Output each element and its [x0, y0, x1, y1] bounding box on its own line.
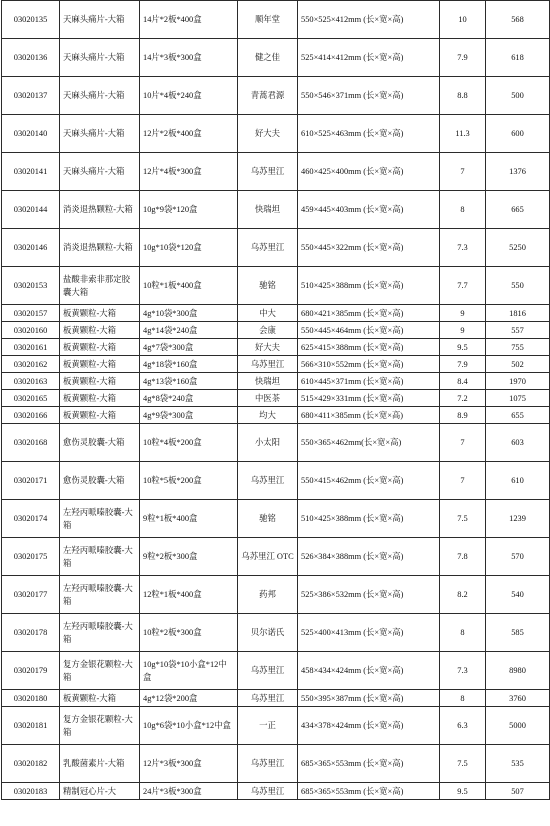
cell-product-code: 03020179 — [2, 652, 60, 690]
cell-manufacturer: 均大 — [238, 407, 298, 424]
cell-quantity: 550 — [486, 267, 550, 305]
cell-product-code: 03020153 — [2, 267, 60, 305]
cell-carton-size: 566×310×552mm (长×宽×高) — [298, 356, 440, 373]
cell-package-spec: 4g*7袋*300盒 — [140, 339, 238, 356]
cell-manufacturer: 小太阳 — [238, 424, 298, 462]
cell-package-spec: 4g*14袋*240盒 — [140, 322, 238, 339]
cell-product-name: 盐酸非索非那定胶囊大箱 — [60, 267, 140, 305]
cell-weight: 7 — [440, 462, 486, 500]
cell-weight: 9 — [440, 305, 486, 322]
cell-package-spec: 4g*10袋*300盒 — [140, 305, 238, 322]
cell-carton-size: 526×384×388mm (长×宽×高) — [298, 538, 440, 576]
cell-product-name: 天麻头痛片-大箱 — [60, 115, 140, 153]
cell-carton-size: 458×434×424mm (长×宽×高) — [298, 652, 440, 690]
cell-product-name: 消炎退热颗粒-大箱 — [60, 191, 140, 229]
cell-product-name: 板黄颗粒-大箱 — [60, 373, 140, 390]
cell-weight: 7.3 — [440, 652, 486, 690]
table-row — [2, 707, 550, 745]
table-row — [2, 424, 550, 462]
cell-product-code: 03020177 — [2, 576, 60, 614]
table-row — [2, 690, 550, 707]
cell-weight: 8.2 — [440, 576, 486, 614]
cell-manufacturer: 好大夫 — [238, 115, 298, 153]
cell-manufacturer: 贝尔诺氏 — [238, 614, 298, 652]
cell-quantity: 1376 — [486, 153, 550, 191]
table-row — [2, 614, 550, 652]
table-row — [2, 462, 550, 500]
cell-quantity: 5250 — [486, 229, 550, 267]
cell-package-spec: 10粒*5板*200盒 — [140, 462, 238, 500]
cell-product-name: 天麻头痛片-大箱 — [60, 39, 140, 77]
product-table — [1, 0, 550, 800]
cell-product-name: 天麻头痛片-大箱 — [60, 153, 140, 191]
cell-quantity: 655 — [486, 407, 550, 424]
cell-weight: 7.7 — [440, 267, 486, 305]
cell-carton-size: 610×445×371mm (长×宽×高) — [298, 373, 440, 390]
table-row — [2, 77, 550, 115]
cell-quantity: 500 — [486, 77, 550, 115]
cell-weight: 11.3 — [440, 115, 486, 153]
cell-quantity: 568 — [486, 1, 550, 39]
cell-carton-size: 434×378×424mm (长×宽×高) — [298, 707, 440, 745]
cell-package-spec: 10g*10袋*10小盒*12中盒 — [140, 652, 238, 690]
cell-package-spec: 10粒*2板*300盒 — [140, 614, 238, 652]
cell-product-code: 03020157 — [2, 305, 60, 322]
cell-carton-size: 550×546×371mm (长×宽×高) — [298, 77, 440, 115]
cell-weight: 7.2 — [440, 390, 486, 407]
cell-weight: 8 — [440, 614, 486, 652]
cell-package-spec: 9粒*1板*400盒 — [140, 500, 238, 538]
cell-quantity: 610 — [486, 462, 550, 500]
cell-product-code: 03020182 — [2, 745, 60, 783]
cell-weight: 7 — [440, 424, 486, 462]
cell-product-name: 复方金银花颗粒-大箱 — [60, 707, 140, 745]
cell-carton-size: 685×365×553mm (长×宽×高) — [298, 783, 440, 800]
cell-manufacturer: 乌苏里江 — [238, 153, 298, 191]
cell-carton-size: 525×414×412mm (长×宽×高) — [298, 39, 440, 77]
table-row — [2, 267, 550, 305]
cell-package-spec: 12片*4板*300盒 — [140, 153, 238, 191]
cell-product-name: 左羟丙哌嗪胶囊-大箱 — [60, 614, 140, 652]
cell-manufacturer: 会康 — [238, 322, 298, 339]
cell-carton-size: 525×386×532mm (长×宽×高) — [298, 576, 440, 614]
cell-package-spec: 14片*3板*300盒 — [140, 39, 238, 77]
table-row — [2, 356, 550, 373]
cell-product-code: 03020165 — [2, 390, 60, 407]
cell-weight: 7 — [440, 153, 486, 191]
cell-carton-size: 525×400×413mm (长×宽×高) — [298, 614, 440, 652]
cell-carton-size: 680×421×385mm (长×宽×高) — [298, 305, 440, 322]
cell-carton-size: 610×525×463mm (长×宽×高) — [298, 115, 440, 153]
cell-product-name: 板黄颗粒-大箱 — [60, 356, 140, 373]
cell-manufacturer: 顺年堂 — [238, 1, 298, 39]
cell-product-name: 左羟丙哌嗪胶囊-大箱 — [60, 500, 140, 538]
cell-manufacturer: 乌苏里江 — [238, 229, 298, 267]
table-row — [2, 115, 550, 153]
cell-quantity: 8980 — [486, 652, 550, 690]
cell-package-spec: 10粒*4板*200盒 — [140, 424, 238, 462]
cell-product-name: 板黄颗粒-大箱 — [60, 407, 140, 424]
cell-manufacturer: 乌苏里江 — [238, 690, 298, 707]
cell-carton-size: 550×365×462mm(长×宽×高) — [298, 424, 440, 462]
cell-manufacturer: 药邦 — [238, 576, 298, 614]
cell-manufacturer: 乌苏里江 — [238, 652, 298, 690]
cell-product-name: 天麻头痛片-大箱 — [60, 77, 140, 115]
cell-product-name: 板黄颗粒-大箱 — [60, 305, 140, 322]
cell-product-name: 愈伤灵胶囊-大箱 — [60, 462, 140, 500]
cell-package-spec: 24片*3板*300盒 — [140, 783, 238, 800]
table-row — [2, 153, 550, 191]
cell-package-spec: 4g*9袋*300盒 — [140, 407, 238, 424]
cell-product-name: 天麻头痛片-大箱 — [60, 1, 140, 39]
cell-carton-size: 550×415×462mm (长×宽×高) — [298, 462, 440, 500]
cell-quantity: 507 — [486, 783, 550, 800]
table-row — [2, 500, 550, 538]
cell-product-code: 03020144 — [2, 191, 60, 229]
cell-carton-size: 459×445×403mm (长×宽×高) — [298, 191, 440, 229]
cell-carton-size: 460×425×400mm (长×宽×高) — [298, 153, 440, 191]
cell-product-name: 左羟丙哌嗪胶囊-大箱 — [60, 538, 140, 576]
cell-quantity: 603 — [486, 424, 550, 462]
cell-package-spec: 9粒*2板*300盒 — [140, 538, 238, 576]
cell-carton-size: 550×445×464mm (长×宽×高) — [298, 322, 440, 339]
cell-package-spec: 4g*12袋*200盒 — [140, 690, 238, 707]
cell-product-name: 板黄颗粒-大箱 — [60, 690, 140, 707]
cell-product-name: 板黄颗粒-大箱 — [60, 322, 140, 339]
cell-package-spec: 10粒*1板*400盒 — [140, 267, 238, 305]
table-row — [2, 538, 550, 576]
cell-manufacturer: 健之佳 — [238, 39, 298, 77]
cell-product-name: 消炎退热颗粒-大箱 — [60, 229, 140, 267]
cell-product-code: 03020140 — [2, 115, 60, 153]
table-row — [2, 576, 550, 614]
cell-quantity: 1075 — [486, 390, 550, 407]
cell-carton-size: 515×429×331mm (长×宽×高) — [298, 390, 440, 407]
cell-product-name: 板黄颗粒-大箱 — [60, 390, 140, 407]
cell-manufacturer: 乌苏里江 — [238, 783, 298, 800]
cell-quantity: 5000 — [486, 707, 550, 745]
cell-product-name: 复方金银花颗粒-大箱 — [60, 652, 140, 690]
cell-manufacturer: 好大夫 — [238, 339, 298, 356]
table-row — [2, 322, 550, 339]
cell-product-code: 03020174 — [2, 500, 60, 538]
cell-package-spec: 10g*10袋*120盒 — [140, 229, 238, 267]
cell-product-name: 愈伤灵胶囊-大箱 — [60, 424, 140, 462]
cell-package-spec: 4g*18袋*160盒 — [140, 356, 238, 373]
cell-product-code: 03020181 — [2, 707, 60, 745]
cell-package-spec: 4g*8袋*240盒 — [140, 390, 238, 407]
cell-quantity: 1970 — [486, 373, 550, 390]
cell-package-spec: 12粒*1板*400盒 — [140, 576, 238, 614]
cell-carton-size: 685×365×553mm (长×宽×高) — [298, 745, 440, 783]
cell-manufacturer: 中大 — [238, 305, 298, 322]
cell-product-code: 03020171 — [2, 462, 60, 500]
cell-weight: 7.3 — [440, 229, 486, 267]
table-body — [2, 1, 550, 800]
cell-package-spec: 4g*13袋*160盒 — [140, 373, 238, 390]
cell-quantity: 1816 — [486, 305, 550, 322]
cell-weight: 7.9 — [440, 39, 486, 77]
table-row — [2, 407, 550, 424]
cell-weight: 7.5 — [440, 500, 486, 538]
cell-package-spec: 12片*2板*400盒 — [140, 115, 238, 153]
cell-weight: 7.9 — [440, 356, 486, 373]
cell-product-code: 03020166 — [2, 407, 60, 424]
cell-manufacturer: 快瑞坦 — [238, 373, 298, 390]
cell-manufacturer: 驰铭 — [238, 267, 298, 305]
cell-product-code: 03020183 — [2, 783, 60, 800]
cell-product-code: 03020160 — [2, 322, 60, 339]
cell-manufacturer: 驰铭 — [238, 500, 298, 538]
cell-weight: 9.5 — [440, 783, 486, 800]
cell-package-spec: 12片*3板*300盒 — [140, 745, 238, 783]
cell-weight: 8.8 — [440, 77, 486, 115]
cell-weight: 9 — [440, 322, 486, 339]
table-row — [2, 745, 550, 783]
cell-manufacturer: 中医茶 — [238, 390, 298, 407]
table-row — [2, 191, 550, 229]
cell-carton-size: 625×415×388mm (长×宽×高) — [298, 339, 440, 356]
table-row — [2, 229, 550, 267]
cell-weight: 7.8 — [440, 538, 486, 576]
cell-manufacturer: 快瑞坦 — [238, 191, 298, 229]
cell-product-code: 03020136 — [2, 39, 60, 77]
table-row — [2, 373, 550, 390]
cell-product-code: 03020146 — [2, 229, 60, 267]
cell-manufacturer: 一正 — [238, 707, 298, 745]
cell-weight: 8.9 — [440, 407, 486, 424]
cell-package-spec: 14片*2板*400盒 — [140, 1, 238, 39]
cell-weight: 8 — [440, 690, 486, 707]
cell-carton-size: 510×425×388mm (长×宽×高) — [298, 500, 440, 538]
cell-product-code: 03020168 — [2, 424, 60, 462]
cell-carton-size: 510×425×388mm (长×宽×高) — [298, 267, 440, 305]
cell-quantity: 600 — [486, 115, 550, 153]
cell-quantity: 1239 — [486, 500, 550, 538]
cell-product-code: 03020135 — [2, 1, 60, 39]
cell-product-code: 03020162 — [2, 356, 60, 373]
cell-quantity: 755 — [486, 339, 550, 356]
cell-weight: 6.3 — [440, 707, 486, 745]
cell-manufacturer: 乌苏里江 — [238, 462, 298, 500]
table-row — [2, 1, 550, 39]
cell-manufacturer: 乌苏里江 — [238, 745, 298, 783]
cell-manufacturer: 青蒿君源 — [238, 77, 298, 115]
cell-quantity: 618 — [486, 39, 550, 77]
cell-product-code: 03020137 — [2, 77, 60, 115]
cell-weight: 8 — [440, 191, 486, 229]
cell-product-code: 03020161 — [2, 339, 60, 356]
cell-weight: 7.5 — [440, 745, 486, 783]
table-row — [2, 783, 550, 800]
cell-manufacturer: 乌苏里江 — [238, 356, 298, 373]
cell-product-name: 左羟丙哌嗪胶囊-大箱 — [60, 576, 140, 614]
cell-carton-size: 550×395×387mm (长×宽×高) — [298, 690, 440, 707]
table-row — [2, 390, 550, 407]
cell-package-spec: 10g*6袋*10小盒*12中盒 — [140, 707, 238, 745]
table-row — [2, 305, 550, 322]
cell-carton-size: 680×411×385mm (长×宽×高) — [298, 407, 440, 424]
cell-carton-size: 550×445×322mm (长×宽×高) — [298, 229, 440, 267]
cell-manufacturer: 乌苏里江 OTC — [238, 538, 298, 576]
cell-product-code: 03020178 — [2, 614, 60, 652]
cell-quantity: 535 — [486, 745, 550, 783]
cell-quantity: 570 — [486, 538, 550, 576]
cell-package-spec: 10片*4板*240盒 — [140, 77, 238, 115]
cell-product-name: 板黄颗粒-大箱 — [60, 339, 140, 356]
cell-product-name: 精制冠心片-大 — [60, 783, 140, 800]
table-row — [2, 339, 550, 356]
cell-weight: 10 — [440, 1, 486, 39]
cell-weight: 9.5 — [440, 339, 486, 356]
cell-product-code: 03020163 — [2, 373, 60, 390]
cell-quantity: 557 — [486, 322, 550, 339]
cell-quantity: 502 — [486, 356, 550, 373]
cell-product-name: 乳酸菌素片-大箱 — [60, 745, 140, 783]
cell-package-spec: 10g*9袋*120盒 — [140, 191, 238, 229]
table-row — [2, 652, 550, 690]
cell-carton-size: 550×525×412mm (长×宽×高) — [298, 1, 440, 39]
cell-product-code: 03020141 — [2, 153, 60, 191]
cell-quantity: 665 — [486, 191, 550, 229]
cell-quantity: 585 — [486, 614, 550, 652]
cell-quantity: 540 — [486, 576, 550, 614]
table-row — [2, 39, 550, 77]
cell-product-code: 03020175 — [2, 538, 60, 576]
cell-weight: 8.4 — [440, 373, 486, 390]
cell-quantity: 3760 — [486, 690, 550, 707]
cell-product-code: 03020180 — [2, 690, 60, 707]
